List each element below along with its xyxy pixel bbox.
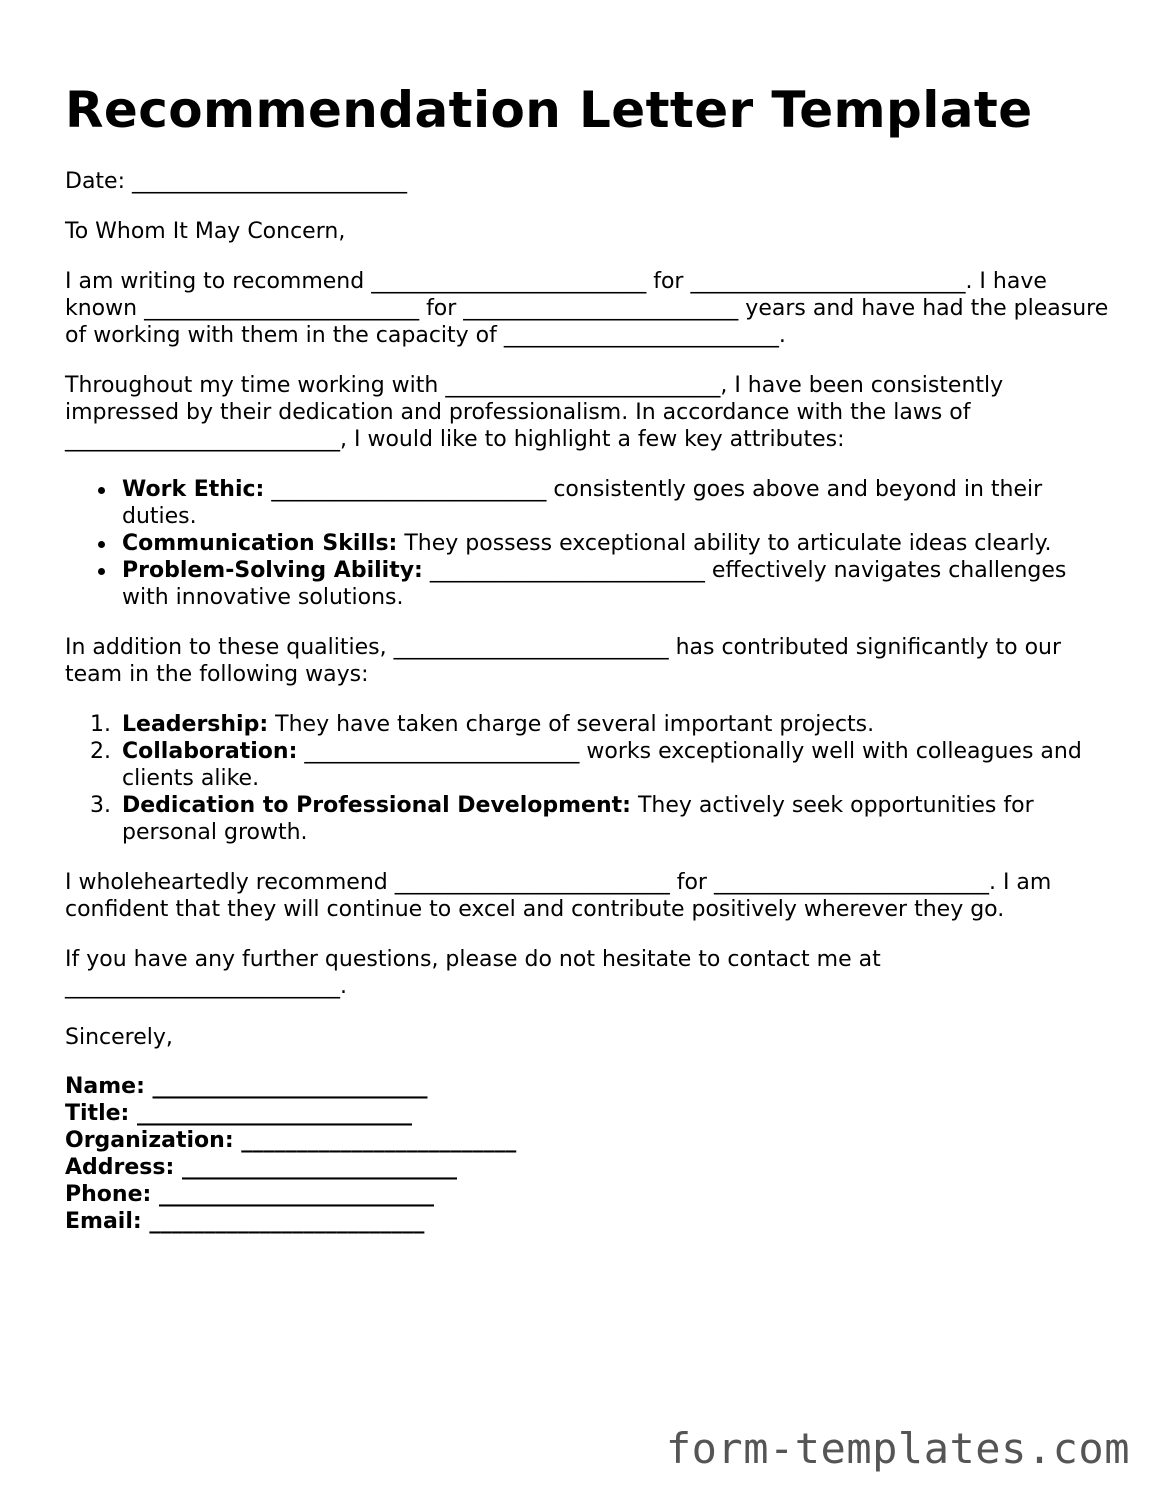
item-text: They possess exceptional ability to articulate ideas clearly. bbox=[397, 531, 1052, 556]
bullet-icon bbox=[98, 541, 105, 548]
item-text: They have taken charge of several important projects. bbox=[268, 712, 875, 737]
list-item bbox=[90, 738, 1112, 792]
item-label: Collaboration: bbox=[122, 739, 298, 764]
recommendation-paragraph: I wholeheartedly recommend _________________________ for _________________________. I am confident that they will continue to excel and contribute positively wherever they go. bbox=[65, 870, 1052, 922]
signature-name-field: Name: _________________________ bbox=[65, 1074, 428, 1099]
list-item bbox=[122, 476, 1112, 530]
signature-title-field: Title: _________________________ bbox=[65, 1101, 412, 1126]
item-label: Work Ethic: bbox=[122, 477, 265, 502]
signature-address-field: Address: _________________________ bbox=[65, 1155, 457, 1180]
list-item bbox=[122, 530, 1112, 557]
item-text: _________________________ effectively navigates challenges with innovative solutions. bbox=[122, 558, 1067, 610]
item-text: _________________________ consistently goes above and beyond in their duties. bbox=[122, 477, 1043, 529]
item-text: _________________________ works exceptionally well with colleagues and clients alike. bbox=[122, 739, 1082, 791]
item-text: They actively seek opportunities for personal growth. bbox=[122, 793, 1034, 845]
signature-organization-field: Organization: _________________________ bbox=[65, 1128, 517, 1153]
bullet-icon bbox=[98, 568, 105, 575]
item-label: Problem-Solving Ability: bbox=[122, 558, 423, 583]
signature-phone-field: Phone: _________________________ bbox=[65, 1182, 434, 1207]
page-title: Recommendation Letter Template bbox=[65, 81, 1033, 139]
salutation: To Whom It May Concern, bbox=[65, 219, 346, 244]
signature-email-field: Email: _________________________ bbox=[65, 1209, 425, 1234]
list-item bbox=[122, 557, 1112, 611]
list-item bbox=[90, 792, 1112, 846]
closing: Sincerely, bbox=[65, 1025, 173, 1050]
intro-paragraph: I am writing to recommend _________________________ for _________________________. I have known _________________________ for _________________________ years and have had the pleasure of working with them in the capacity of _________________________. bbox=[65, 269, 1109, 348]
item-label: Dedication to Professional Development: bbox=[122, 793, 631, 818]
contributions-paragraph: In addition to these qualities, _________________________ has contributed significantly to our team in the following ways: bbox=[65, 635, 1062, 687]
contact-paragraph: If you have any further questions, please do not hesitate to contact me at _________________________. bbox=[65, 947, 881, 999]
impression-paragraph: Throughout my time working with _________________________, I have been consistently impressed by their dedication and professionalism. In accordance with the laws of _________________________, I would like to highlight a few key attributes: bbox=[65, 373, 1004, 452]
list-number: 1. bbox=[90, 712, 111, 737]
item-label: Communication Skills: bbox=[122, 531, 398, 556]
list-number: 2. bbox=[90, 739, 111, 764]
bullet-icon bbox=[98, 487, 105, 494]
list-number: 3. bbox=[90, 793, 111, 818]
site-watermark: form-templates.com bbox=[665, 1424, 1130, 1473]
date-line: Date: _________________________ bbox=[65, 169, 407, 194]
item-label: Leadership: bbox=[122, 712, 269, 737]
list-item bbox=[90, 711, 1112, 738]
